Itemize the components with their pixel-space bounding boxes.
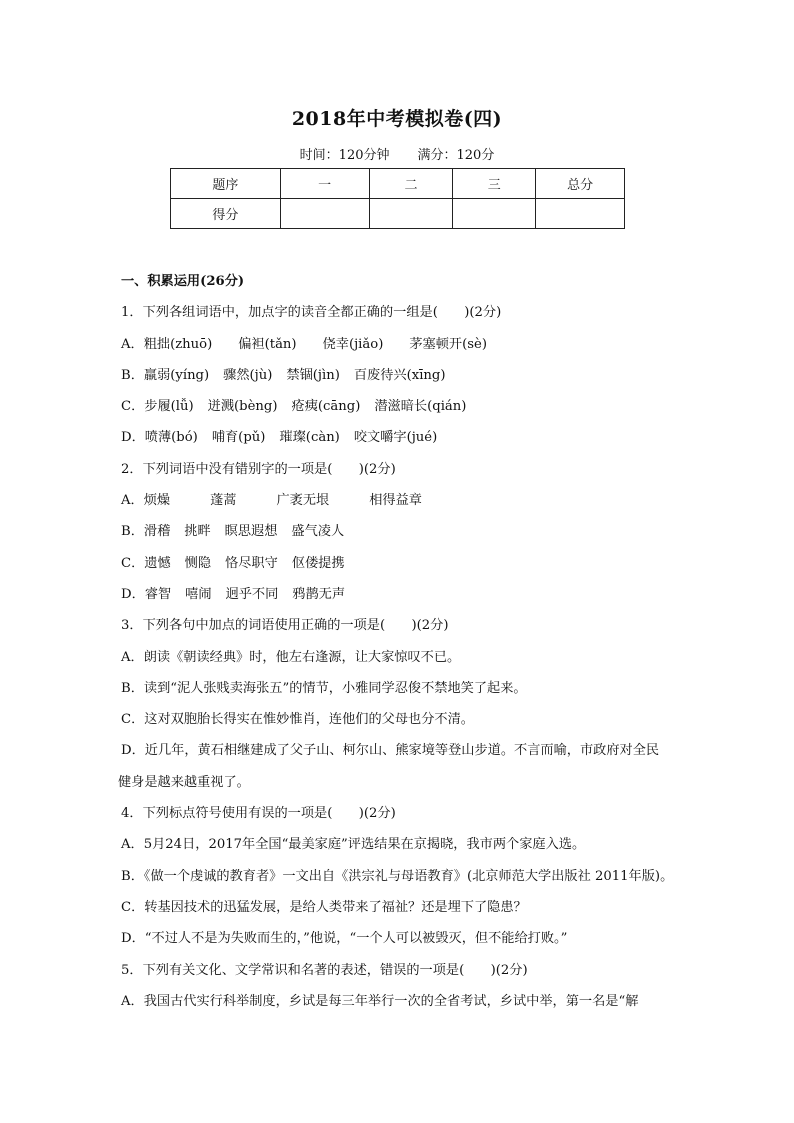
option-item: 相得益章 — [369, 493, 422, 509]
score-table — [170, 168, 625, 229]
option-line: A．朗读《朝读经典》时，他左右逢源，让大家惊叹不已。 — [121, 649, 461, 665]
option-item: 潜滋暗长(qián) — [374, 399, 467, 415]
option-line: A．5月24日，2017年全国“最美家庭”评选结果在京揭晓，我市两个家庭入选。 — [121, 837, 586, 853]
option-line: D．“不过人不是为失败而生的，”他说，“一个人可以被毁灭，但不能给打败。” — [121, 931, 568, 947]
option-item: 伛偻提携 — [291, 555, 345, 571]
question-stem: 3．下列各句中加点的词语使用正确的一项是( )(2分) — [121, 618, 449, 634]
page-title: 2018年中考模拟卷(四) — [291, 108, 503, 130]
question-stem: 4．下列标点符号使用有误的一项是( )(2分) — [121, 806, 396, 822]
option-line: C．转基因技术的迅猛发展，是给人类带来了福祉？还是埋下了隐患？ — [121, 899, 527, 915]
exam-time: 时间：120分钟 — [299, 148, 390, 163]
exam-meta — [0, 144, 794, 163]
option-line: D．近几年，黄石相继建成了父子山、柯尔山、熊家境等登山步道。不言而喻，市政府对全民 — [121, 743, 660, 759]
option-line: B．读到“泥人张贱卖海张五”的情节，小雅同学忍俊不禁地笑了起来。 — [121, 680, 527, 696]
option-item: 鸦鹊无声 — [292, 586, 346, 602]
option-item: 迸溅(bèng) — [207, 399, 278, 415]
option-line: C．这对双胞胎长得实在惟妙惟肖，连他们的父母也分不清。 — [121, 712, 474, 728]
option-item: 茅塞顿开(sè) — [409, 336, 487, 352]
score-table-header-cell: 总分 — [536, 169, 625, 199]
option-item: 疮痍(cāng) — [291, 399, 361, 415]
option-item: 恻隐 — [184, 555, 212, 571]
score-table-header-cell: 二 — [369, 169, 453, 199]
option-item: B．滑稽 — [121, 524, 171, 540]
option-item: 蓬蒿 — [210, 493, 237, 509]
option-line — [121, 360, 701, 391]
option-item: D．睿智 — [121, 586, 172, 602]
option-item: A．粗拙(zhuō) — [121, 336, 213, 352]
option-item: 瞑思遐想 — [224, 524, 278, 540]
section-heading: 一、积累运用(26分) — [121, 274, 245, 289]
option-item: 侥幸(jiǎo) — [322, 336, 384, 352]
question-stem: 2．下列词语中没有错别字的一项是( )(2分) — [121, 461, 396, 477]
option-item: 哺育(pǔ) — [211, 430, 266, 446]
score-cell-1[interactable] — [280, 199, 369, 229]
score-table-header-cell: 一 — [280, 169, 369, 199]
option-item: 恪尽职守 — [225, 555, 278, 571]
option-line — [121, 516, 701, 547]
option-line — [121, 485, 701, 516]
score-table-row-label: 得分 — [171, 199, 281, 229]
option-item: 禁锢(jìn) — [286, 367, 340, 383]
score-table-score-row — [171, 199, 625, 229]
question-stem: 5．下列有关文化、文学常识和名著的表述，错误的一项是( )(2分) — [121, 962, 528, 978]
option-line — [121, 329, 701, 360]
option-item: 嘻闹 — [185, 586, 212, 602]
option-item: B．羸弱(yíng) — [121, 367, 210, 383]
exam-full-score: 满分：120分 — [417, 148, 495, 163]
option-line — [121, 391, 701, 422]
option-item: C．遗憾 — [121, 555, 171, 571]
option-item: 咬文嚼字(jué) — [353, 430, 438, 446]
option-line — [121, 548, 701, 579]
option-item: 偏袒(tǎn) — [238, 336, 297, 352]
option-item: 迥乎不同 — [225, 586, 279, 602]
option-item: 璀璨(càn) — [279, 430, 340, 446]
score-table-header-cell: 题序 — [171, 169, 281, 199]
option-item: 百废待兴(xīng) — [353, 367, 446, 383]
score-table-header-cell: 三 — [453, 169, 536, 199]
exam-content — [118, 266, 701, 1017]
option-item: C．步履(lǚ) — [121, 399, 194, 415]
option-item: 骤然(jù) — [223, 367, 273, 383]
option-line-continued: 健身是越来越重视了。 — [118, 774, 250, 790]
question-stem: 1．下列各组词语中，加点字的读音全都正确的一组是( )(2分) — [121, 305, 502, 321]
option-line — [121, 422, 701, 453]
option-item: D．喷薄(bó) — [121, 430, 198, 446]
option-line: B．《做一个虔诚的教育者》一文出自《洪宗礼与母语教育》(北京师范大学出版社 2011年版)。 — [121, 868, 674, 884]
option-line: A．我国古代实行科举制度，乡试是每三年举行一次的全省考试，乡试中举，第一名是“解 — [121, 993, 639, 1009]
score-cell-3[interactable] — [453, 199, 536, 229]
option-item: A．烦燥 — [121, 493, 171, 509]
option-item: 盛气凌人 — [291, 524, 345, 540]
option-item: 广袤无垠 — [276, 493, 330, 509]
option-line — [121, 579, 701, 610]
score-table-header-row — [171, 169, 625, 199]
score-cell-2[interactable] — [369, 199, 453, 229]
option-item: 挑畔 — [184, 524, 211, 540]
score-cell-total[interactable] — [536, 199, 625, 229]
